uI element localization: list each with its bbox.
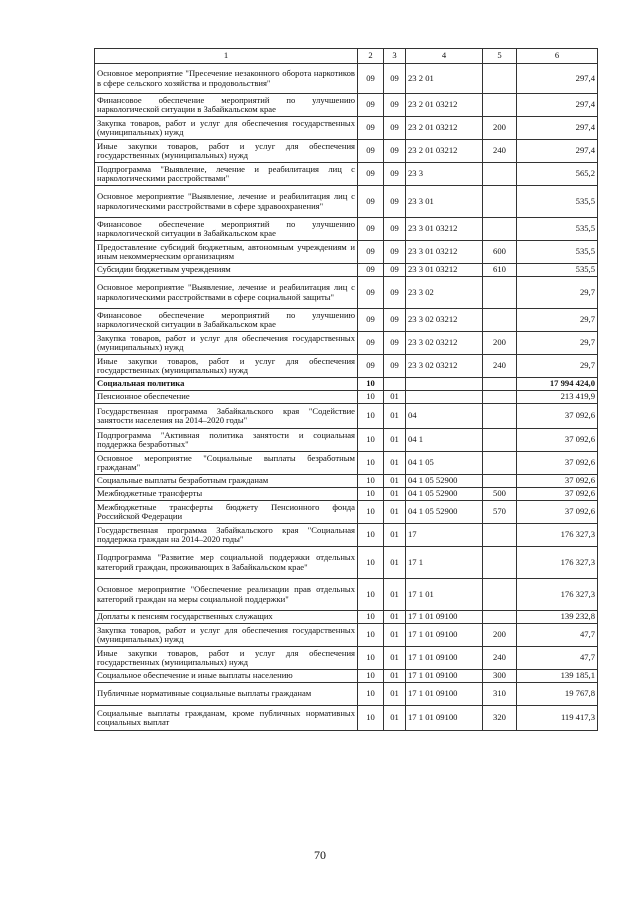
table-row xyxy=(95,140,598,163)
row-expense-type xyxy=(483,429,517,452)
header-row xyxy=(95,49,598,64)
row-section-code: 09 xyxy=(358,140,384,163)
row-subsection-code: 01 xyxy=(384,670,406,683)
row-section-code: 09 xyxy=(358,218,384,241)
row-section-code: 10 xyxy=(358,547,384,579)
row-section-code: 09 xyxy=(358,94,384,117)
row-target-article: 23 3 02 03212 xyxy=(406,355,483,378)
row-target-article: 23 2 01 03212 xyxy=(406,140,483,163)
row-subsection-code: 09 xyxy=(384,186,406,218)
table-row xyxy=(95,488,598,501)
row-section-code: 10 xyxy=(358,706,384,731)
row-amount: 19 767,8 xyxy=(517,683,598,706)
row-section-code: 10 xyxy=(358,391,384,404)
row-subsection-code: 01 xyxy=(384,611,406,624)
row-expense-type xyxy=(483,611,517,624)
row-amount: 176 327,3 xyxy=(517,547,598,579)
row-name: Закупка товаров, работ и услуг для обеспечения государственных (муниципальных) нужд xyxy=(95,624,358,647)
row-subsection-code: 01 xyxy=(384,706,406,731)
table-row xyxy=(95,524,598,547)
row-name: Социальные выплаты гражданам, кроме публичных нормативных социальных выплат xyxy=(95,706,358,731)
table-row xyxy=(95,309,598,332)
row-name: Основное мероприятие "Выявление, лечение и реабилитация лиц с наркологическими расстройствами в сфере здравоохранения" xyxy=(95,186,358,218)
row-subsection-code: 01 xyxy=(384,683,406,706)
row-section-code: 09 xyxy=(358,64,384,94)
row-expense-type xyxy=(483,218,517,241)
row-target-article xyxy=(406,391,483,404)
row-amount: 297,4 xyxy=(517,117,598,140)
table-row xyxy=(95,264,598,277)
row-target-article: 23 2 01 03212 xyxy=(406,117,483,140)
row-name: Основное мероприятие "Социальные выплаты безработным гражданам" xyxy=(95,452,358,475)
row-section-code: 09 xyxy=(358,163,384,186)
row-target-article: 04 1 05 xyxy=(406,452,483,475)
row-amount: 17 994 424,0 xyxy=(517,378,598,391)
table-row xyxy=(95,218,598,241)
row-target-article: 04 1 xyxy=(406,429,483,452)
row-amount: 535,5 xyxy=(517,264,598,277)
row-name: Доплаты к пенсиям государственных служащих xyxy=(95,611,358,624)
document-page xyxy=(94,48,598,731)
row-name: Подпрограмма "Развитие мер социальной поддержки отдельных категорий граждан, проживающих в Забайкальском крае" xyxy=(95,547,358,579)
row-amount: 29,7 xyxy=(517,332,598,355)
row-amount: 297,4 xyxy=(517,94,598,117)
row-expense-type: 500 xyxy=(483,488,517,501)
row-section-code: 10 xyxy=(358,624,384,647)
row-subsection-code: 01 xyxy=(384,475,406,488)
row-name: Основное мероприятие "Выявление, лечение и реабилитация лиц с наркологическими расстройствами в сфере социальной защиты" xyxy=(95,277,358,309)
row-name: Закупка товаров, работ и услуг для обеспечения государственных (муниципальных) нужд xyxy=(95,117,358,140)
row-amount: 176 327,3 xyxy=(517,579,598,611)
row-amount: 37 092,6 xyxy=(517,475,598,488)
row-section-code: 09 xyxy=(358,241,384,264)
table-row xyxy=(95,355,598,378)
row-target-article: 23 3 02 03212 xyxy=(406,309,483,332)
row-name: Пенсионное обеспечение xyxy=(95,391,358,404)
table-row xyxy=(95,64,598,94)
row-section-code: 10 xyxy=(358,683,384,706)
row-target-article: 23 3 01 xyxy=(406,186,483,218)
row-section-code: 10 xyxy=(358,488,384,501)
row-target-article: 23 3 01 03212 xyxy=(406,218,483,241)
row-target-article: 17 1 01 xyxy=(406,579,483,611)
row-name: Социальные выплаты безработным гражданам xyxy=(95,475,358,488)
row-section-code: 10 xyxy=(358,579,384,611)
table-row xyxy=(95,611,598,624)
table-row xyxy=(95,670,598,683)
row-section-code: 09 xyxy=(358,117,384,140)
row-subsection-code: 09 xyxy=(384,94,406,117)
column-header: 1 xyxy=(95,49,358,64)
row-amount: 535,5 xyxy=(517,241,598,264)
row-name: Иные закупки товаров, работ и услуг для обеспечения государственных (муниципальных) нужд xyxy=(95,647,358,670)
row-section-code: 10 xyxy=(358,404,384,429)
row-subsection-code: 01 xyxy=(384,391,406,404)
row-name: Финансовое обеспечение мероприятий по улучшению наркологической ситуации в Забайкальском крае xyxy=(95,94,358,117)
row-expense-type: 200 xyxy=(483,624,517,647)
table-row xyxy=(95,547,598,579)
row-section-code: 09 xyxy=(358,186,384,218)
row-target-article: 23 2 01 xyxy=(406,64,483,94)
row-amount: 565,2 xyxy=(517,163,598,186)
row-expense-type xyxy=(483,579,517,611)
row-name: Иные закупки товаров, работ и услуг для обеспечения государственных (муниципальных) нужд xyxy=(95,355,358,378)
row-target-article: 17 1 xyxy=(406,547,483,579)
row-expense-type xyxy=(483,524,517,547)
row-subsection-code: 09 xyxy=(384,332,406,355)
row-expense-type: 570 xyxy=(483,501,517,524)
table-row xyxy=(95,647,598,670)
table-row xyxy=(95,332,598,355)
row-section-code: 09 xyxy=(358,277,384,309)
row-amount: 37 092,6 xyxy=(517,429,598,452)
row-name: Иные закупки товаров, работ и услуг для обеспечения государственных (муниципальных) нужд xyxy=(95,140,358,163)
row-expense-type: 240 xyxy=(483,140,517,163)
row-expense-type xyxy=(483,186,517,218)
row-subsection-code: 09 xyxy=(384,140,406,163)
row-target-article: 04 1 05 52900 xyxy=(406,501,483,524)
table-row xyxy=(95,683,598,706)
row-expense-type: 240 xyxy=(483,355,517,378)
row-name: Публичные нормативные социальные выплаты гражданам xyxy=(95,683,358,706)
row-expense-type xyxy=(483,277,517,309)
row-section-code: 09 xyxy=(358,332,384,355)
row-amount: 29,7 xyxy=(517,355,598,378)
row-section-code: 10 xyxy=(358,378,384,391)
row-subsection-code: 01 xyxy=(384,404,406,429)
row-amount: 535,5 xyxy=(517,186,598,218)
row-subsection-code: 09 xyxy=(384,117,406,140)
row-name: Государственная программа Забайкальского края "Социальная поддержка граждан на 2014–2020 годы" xyxy=(95,524,358,547)
row-amount: 139 185,1 xyxy=(517,670,598,683)
row-subsection-code: 09 xyxy=(384,277,406,309)
row-amount: 29,7 xyxy=(517,277,598,309)
row-name: Предоставление субсидий бюджетным, автономным учреждениям и иным некоммерческим организациям xyxy=(95,241,358,264)
row-expense-type xyxy=(483,475,517,488)
table-row xyxy=(95,277,598,309)
row-target-article: 17 1 01 09100 xyxy=(406,670,483,683)
row-subsection-code: 01 xyxy=(384,547,406,579)
row-amount: 213 419,9 xyxy=(517,391,598,404)
table-row xyxy=(95,706,598,731)
row-name: Государственная программа Забайкальского края "Содействие занятости населения на 2014–2020 годы" xyxy=(95,404,358,429)
row-name: Подпрограмма "Активная политика занятости и социальная поддержка безработных" xyxy=(95,429,358,452)
column-header: 5 xyxy=(483,49,517,64)
row-subsection-code: 01 xyxy=(384,452,406,475)
row-expense-type: 240 xyxy=(483,647,517,670)
row-name: Социальная политика xyxy=(95,378,358,391)
table-row xyxy=(95,391,598,404)
row-expense-type xyxy=(483,94,517,117)
row-amount: 139 232,8 xyxy=(517,611,598,624)
row-amount: 119 417,3 xyxy=(517,706,598,731)
row-target-article: 17 1 01 09100 xyxy=(406,683,483,706)
row-subsection-code: 09 xyxy=(384,264,406,277)
row-subsection-code: 09 xyxy=(384,64,406,94)
row-target-article xyxy=(406,378,483,391)
row-name: Финансовое обеспечение мероприятий по улучшению наркологической ситуации в Забайкальском крае xyxy=(95,309,358,332)
table-row xyxy=(95,94,598,117)
row-section-code: 09 xyxy=(358,355,384,378)
budget-table xyxy=(94,48,598,731)
row-section-code: 10 xyxy=(358,524,384,547)
row-subsection-code: 09 xyxy=(384,163,406,186)
row-amount: 297,4 xyxy=(517,140,598,163)
row-name: Субсидии бюджетным учреждениям xyxy=(95,264,358,277)
row-target-article: 17 1 01 09100 xyxy=(406,624,483,647)
row-expense-type xyxy=(483,309,517,332)
table-row xyxy=(95,186,598,218)
row-section-code: 10 xyxy=(358,501,384,524)
row-amount: 37 092,6 xyxy=(517,501,598,524)
row-subsection-code: 01 xyxy=(384,524,406,547)
row-target-article: 23 3 xyxy=(406,163,483,186)
table-row xyxy=(95,501,598,524)
table-row xyxy=(95,475,598,488)
row-section-code: 10 xyxy=(358,647,384,670)
table-row xyxy=(95,452,598,475)
row-expense-type xyxy=(483,64,517,94)
table-row xyxy=(95,117,598,140)
page-number: 70 xyxy=(314,848,326,862)
row-expense-type xyxy=(483,404,517,429)
row-subsection-code: 01 xyxy=(384,579,406,611)
row-section-code: 10 xyxy=(358,611,384,624)
row-subsection-code: 01 xyxy=(384,501,406,524)
row-expense-type xyxy=(483,391,517,404)
table-row xyxy=(95,241,598,264)
row-target-article: 23 3 02 03212 xyxy=(406,332,483,355)
row-expense-type xyxy=(483,547,517,579)
row-name: Закупка товаров, работ и услуг для обеспечения государственных (муниципальных) нужд xyxy=(95,332,358,355)
row-amount: 37 092,6 xyxy=(517,452,598,475)
row-section-code: 09 xyxy=(358,264,384,277)
row-expense-type: 200 xyxy=(483,332,517,355)
row-target-article: 17 1 01 09100 xyxy=(406,706,483,731)
row-name: Социальное обеспечение и иные выплаты населению xyxy=(95,670,358,683)
row-expense-type: 310 xyxy=(483,683,517,706)
table-row xyxy=(95,579,598,611)
row-amount: 297,4 xyxy=(517,64,598,94)
row-target-article: 17 1 01 09100 xyxy=(406,611,483,624)
row-amount: 29,7 xyxy=(517,309,598,332)
row-expense-type xyxy=(483,378,517,391)
row-subsection-code: 09 xyxy=(384,241,406,264)
row-name: Подпрограмма "Выявление, лечение и реабилитация лиц с наркологическими расстройствами" xyxy=(95,163,358,186)
row-name: Финансовое обеспечение мероприятий по улучшению наркологической ситуации в Забайкальском крае xyxy=(95,218,358,241)
table-row xyxy=(95,429,598,452)
row-expense-type: 200 xyxy=(483,117,517,140)
table-row xyxy=(95,404,598,429)
column-header: 4 xyxy=(406,49,483,64)
table-row xyxy=(95,163,598,186)
row-amount: 37 092,6 xyxy=(517,404,598,429)
row-target-article: 17 1 01 09100 xyxy=(406,647,483,670)
row-amount: 535,5 xyxy=(517,218,598,241)
row-amount: 47,7 xyxy=(517,624,598,647)
row-section-code: 10 xyxy=(358,429,384,452)
row-name: Основное мероприятие "Обеспечение реализации прав отдельных категорий граждан на меры социальной поддержки" xyxy=(95,579,358,611)
row-section-code: 09 xyxy=(358,309,384,332)
row-amount: 47,7 xyxy=(517,647,598,670)
row-name: Межбюджетные трансферты бюджету Пенсионного фонда Российской Федерации xyxy=(95,501,358,524)
row-target-article: 04 xyxy=(406,404,483,429)
row-target-article: 04 1 05 52900 xyxy=(406,488,483,501)
row-subsection-code: 09 xyxy=(384,355,406,378)
row-expense-type: 610 xyxy=(483,264,517,277)
row-subsection-code xyxy=(384,378,406,391)
row-subsection-code: 01 xyxy=(384,647,406,670)
column-header: 6 xyxy=(517,49,598,64)
row-subsection-code: 01 xyxy=(384,488,406,501)
row-target-article: 23 3 01 03212 xyxy=(406,241,483,264)
row-expense-type: 600 xyxy=(483,241,517,264)
column-header: 2 xyxy=(358,49,384,64)
row-expense-type xyxy=(483,452,517,475)
row-section-code: 10 xyxy=(358,670,384,683)
row-subsection-code: 01 xyxy=(384,429,406,452)
row-amount: 37 092,6 xyxy=(517,488,598,501)
row-section-code: 10 xyxy=(358,475,384,488)
row-name: Межбюджетные трансферты xyxy=(95,488,358,501)
table-body xyxy=(95,64,598,731)
row-subsection-code: 01 xyxy=(384,624,406,647)
row-subsection-code: 09 xyxy=(384,218,406,241)
row-target-article: 04 1 05 52900 xyxy=(406,475,483,488)
column-header: 3 xyxy=(384,49,406,64)
row-target-article: 23 3 02 xyxy=(406,277,483,309)
row-expense-type: 320 xyxy=(483,706,517,731)
row-target-article: 23 2 01 03212 xyxy=(406,94,483,117)
row-subsection-code: 09 xyxy=(384,309,406,332)
row-amount: 176 327,3 xyxy=(517,524,598,547)
row-target-article: 17 xyxy=(406,524,483,547)
row-name: Основное мероприятие "Пресечение незаконного оборота наркотиков в сфере сельского хозяйства и продовольствия" xyxy=(95,64,358,94)
row-expense-type: 300 xyxy=(483,670,517,683)
row-section-code: 10 xyxy=(358,452,384,475)
row-expense-type xyxy=(483,163,517,186)
table-row xyxy=(95,378,598,391)
table-row xyxy=(95,624,598,647)
row-target-article: 23 3 01 03212 xyxy=(406,264,483,277)
